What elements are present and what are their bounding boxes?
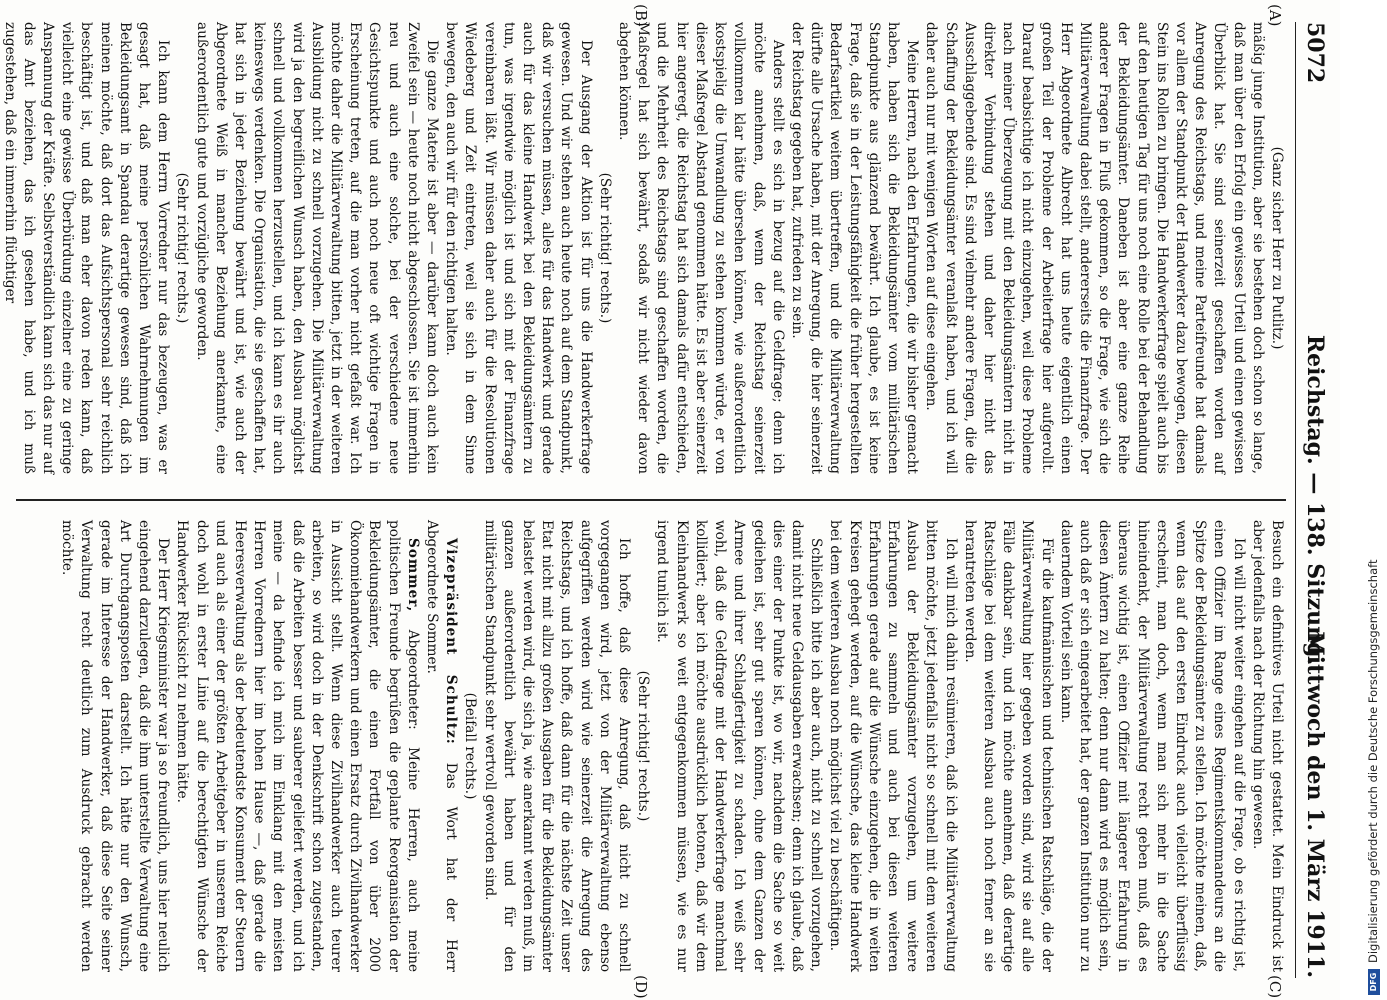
left-text-column: [1, 22, 1286, 474]
paragraph: [960, 520, 1056, 972]
speaker-name: Sommer,: [404, 538, 421, 613]
paragraph: [479, 520, 633, 972]
right-text-column: [16, 520, 1286, 972]
paragraph-text: Ich will nicht weiter eingehen auf die Frage, ob es richtig ist, einen Offizier im Range eines Regimentskommandeurs an die Spitze der Bekleidungsämter zu stellen. Ich möchte meinen, daß, wenn das auf den ersten Eindruck auch vielleicht überflüssig erscheint, man doch, wenn man sich mehr in die Sache hineindenkt, der Militärverwaltung recht geben muß, daß es überaus wichtig ist, einen Offizier mit längerer Erfahrung in diesen Ämtern zu halten; denn nur dann wird es möglich sein, auch daß er sich eingearbeitet hat, der ganzen Institution nur zu dauerndem Vorteil sein kann.: [1057, 520, 1247, 972]
paragraph-text: Ich kann dem Herrn Vorredner nur das bezeugen, was er gesagt hat, daß meine persönlichen Wahrnehmungen im Bekleidungsamt in Spandau derartige gewesen sind, daß ich meinen möchte, daß dort das Aufsichtspersonal sehr reichlich beschäftigt ist, und daß man eher davon reden kann, daß vielleicht eine gewisse Überbürdung einzelner eine zu geringe Anspannung der Kräfte. Selbstverständlich kann sich das nur auf das Amt beziehen, das ich gesehen habe, und ich muß zugestehen, daß ein immerhin flüchtiger: [1, 22, 172, 474]
paragraph: [191, 22, 441, 474]
margin-marker-c: (C): [1266, 975, 1284, 999]
paragraph: [441, 22, 595, 474]
paragraph-text: Das Wort hat der Herr Abgeordnete Sommer.: [424, 520, 460, 972]
paragraph-text: mäßig junge Institution, aber sie bestehen doch schon so lange, daß man über den Erfolg ein gewisses Urteil und einen gewissen Überblick hat. Sie sind seinerzeit geschaffen worden auf Anregung des Reichstags, und meine Parteifreunde hat damals vor allem der Standpunkt der Handwerker dazu bewogen, diesen Stein ins Rollen zu bringen. Die Handwerkerfrage spielt auch bis auf den heutigen Tag für uns noch eine Rolle bei der Behandlung der Bekleidungsämter. Daneben ist aber eine ganze Reihe anderer Fragen in Fluß gekommen, so die Frage, wie sich die Militärverwaltung dabei stellt, andererseits die Finanzfrage. Der Herr Abgeordnete Albrecht hat uns heute eigentlich einen großen Teil der Probleme der Arbeiterfrage hier aufgerollt. Darauf beabsichtige ich nicht einzugehen, weil diese Probleme nach meiner Überzeugung mit den Bekleidungsämtern nicht in direkter Verbindung stehen und daher hier nicht das Ausschlaggebende sind. Es sind vielmehr andere Fragen, die die Schaffung der Bekleidungsämter veranlaßt haben, und ich will daher auch nur mit wenigen Worten auf diese eingehen.: [923, 22, 1266, 474]
paragraph: [614, 22, 787, 474]
paragraph: [652, 520, 825, 972]
column-divider: [16, 499, 1286, 501]
credit-text: Digitalisierung gefördert durch die Deutsche Forschungsgemeinschaft: [1366, 559, 1380, 963]
paragraph-text: Die ganze Materie ist aber — darüber kann doch auch kein Zweifel sein — heute noch nicht abgeschlossen. Sie ist immerhin neu und auch eine solche, bei der verschiedene neue Gesichtspunkte und auch noch neue oft wichtige Fragen in Erscheinung treten, auf die man vorher nicht gefaßt war. Ich möchte daher die Militärverwaltung bitten, jetzt in der weiteren Ausbildung nicht zu schnell vorzugehen. Die Militärverwaltung wird ja den begreiflichen Wunsch haben, den Ausbau möglichst schnell und vollkommen herzustellen, und ich kann es ihr auch keineswegs verdenken. Die Organisation, die sie geschaffen hat, hat sich in jeder Beziehung bewährt und ist, wie auch der Abgeordnete Weiß in mancher Beziehung anerkannte, eine außerordentlich gute und vorzügliche geworden.: [193, 22, 441, 474]
paragraph-text: Schließlich bitte ich aber auch, nicht zu schnell vorzugehen, damit nicht neue Geldausgaben erwachsen; denn ich glaube, daß dies einer der Punkte ist, wo wir, nachdem die Sache so weit gediehen ist, sehr gut sparen können, ohne dem Ganzen der Armee und ihrer Schlagfertigkeit zu schaden. Ich weiß sehr wohl, daß die Geldfrage mit der Handwerkerfrage manchmal kollidiert; aber ich möchte ausdrücklich betonen, daß wir dem Kleinhandwerk so weit entgegenkommen müssen, wie es nur irgend tunlich ist.: [654, 520, 825, 972]
speaker-name: Vizepräsident Schultz:: [443, 538, 460, 745]
paragraph-text: Ich will mich dahin resümieren, daß ich die Militärverwaltung bitten möchte, jetzt jedenfalls nicht so schnell mit dem weiteren Ausbau der Bekleidungsämter vorzugehen, um weitere Erfahrungen zu sammeln und auch bei diesen weiteren Erfahrungen gerade auf die Wünsche einzugehen, die in weiten Kreisen gehegt werden, auf die Wünsche, das kleine Handwerk bei dem weiteren Ausbau noch möglichst viel zu beschäftigen.: [827, 520, 959, 972]
session-title: Reichstag. — 138. Sitzung.: [1302, 334, 1328, 666]
paragraph: [57, 520, 172, 972]
paragraph-text: Besuch ein definitives Urteil nicht gestattet. Mein Eindruck ist aber jedenfalls nach der Richtung hin gewesen.: [1249, 520, 1285, 972]
paragraph: [921, 22, 1267, 474]
paragraph-text: (Beifall rechts.): [462, 692, 479, 800]
paragraph-text: Der Ausgang der Aktion ist für uns die Handwerkerfrage gewesen. Und wir stehen auch heute noch auf dem Standpunkt, daß wir versuchen müssen, alles für das Handwerk und gerade auch für das kleine Handwerk bei den Bekleidungsämtern zu tun, was irgendwie möglich ist und sich mit der Finanzfrage vereinbaren läßt. Wir müssen daher auch für die Resolutionen Wiedeberg und Zeit eintreten, weil sie sich in dem Sinne bewegen, den auch wir für den richtigen halten.: [443, 22, 594, 474]
digitization-credit: [1356, 0, 1383, 1000]
paragraph: [787, 22, 921, 474]
applause-note: [1267, 22, 1286, 474]
margin-marker-a: (A): [1266, 4, 1284, 27]
paragraph: [172, 520, 422, 972]
margin-marker-b: (B): [632, 4, 650, 27]
paragraph-text: Meine Herren, nach den Erfahrungen, die wir bisher gemacht haben, haben sich die Bekleidungsämter vom militärischen Standpunkte aus glänzend bewährt. Ich glaube, es ist keine Frage, daß sie in der Leistungsfähigkeit die früher hergestellten Bedarfsartikel weitem übertreffen, und die Militärverwaltung dürfte alle Ursache haben, mit der Anregung, die hier seinerzeit der Reichstag gegeben hat, zufrieden zu sein.: [788, 22, 921, 474]
paragraph: [422, 520, 460, 972]
paragraph-text: Anders stellt es sich in bezug auf die Geldfrage; denn ich möchte annehmen, daß, wenn der Reichstag seinerzeit vollkommen klar hätte übersehen können, wie außerordentlich kostspielig die Umwandlung zu stehen kommen würde, er von dieser Maßregel Abstand genommen hätte. Es ist aber seinerzeit hier angeregt, die Reichstag hat sich damals dafür entschieden, und die Mehrheit des Reichstags sind geschaffen worden, die Maßregel hat sich bewährt, sodaß wir nicht wieder davon abgehen können.: [616, 22, 786, 474]
applause-note: [595, 22, 614, 474]
paragraph-text: (Ganz sicher Herr zu Putlitz.): [1269, 146, 1285, 350]
paragraph-text: Der Herr Kriegsminister war ja so freundlich, uns hier neulich eingehend darzulegen, daß die ihm unterstellte Verwaltung eine Art Durchgangsposten darstellt. Ich hätte nur den Wunsch, gerade im Interesse der Handwerker, daß diese Seite seiner Verwaltung recht deutlich zum Ausdruck gebracht werden möchte.: [59, 520, 172, 972]
dfg-logo-icon: DFG: [1368, 969, 1380, 995]
page-number: 5072: [1302, 22, 1328, 84]
paragraph-text: (Sehr richtig! rechts.): [174, 172, 191, 324]
paragraph-text: (Sehr richtig! rechts.): [635, 670, 652, 822]
applause-note: [633, 520, 652, 972]
applause-note: [172, 22, 191, 474]
session-date: Mittwoch den 1. März 1911.: [1302, 631, 1328, 978]
applause-note: [460, 520, 479, 972]
paragraph-text: Für die kaufmännischen und technischen Ratschläge, die der Militärverwaltung hier gegeben worden sind, wird sie auf alle Fälle dankbar sein, und ich möchte annehmen, daß derartige Ratschläge bei dem weiteren Ausbau auch noch ferner an sie herantreten werden.: [961, 520, 1055, 972]
paragraph: [1248, 520, 1286, 972]
paragraph-text: (Sehr richtig! rechts.): [596, 172, 613, 324]
paragraph: [0, 22, 172, 474]
paragraph-text: Abgeordneter: Meine Herren, auch meine politischen Freunde begrüßen die geplante Reorganisation der Bekleidungsämter, die einen Fortfall von über 2000 Ökonomiehandwerkern und einen Ersatz durch Zivilhandwerker in Aussicht stellt. Wenn diese Zivilhandwerker auch teurer arbeiten, so wird doch in der Denkschrift schon zugestanden, daß die Arbeiten besser und sauberer geliefert werden, und ich meine — da befinde ich mich im Einklang mit den meisten Herren Vorrednern hier im hohen Hause —, daß gerade die Heeresverwaltung als der bedeutendste Konsument der Steuern und auch als einer der größten Arbeitgeber in unserem Reiche doch wohl in erster Linie auf die berechtigten Wünsche der Handwerker Rücksicht zu nehmen hätte.: [174, 520, 421, 972]
page-header: [1295, 22, 1332, 978]
paragraph: [825, 520, 959, 972]
margin-marker-d: (D): [632, 975, 650, 999]
paragraph: [1056, 520, 1248, 972]
paragraph-text: Ich hoffe, daß diese Anregung, daß nicht zu schnell vorgegangen wird, jetzt von der Militärverwaltung ebenso aufgegriffen werden wird wie seinerzeit die Anregung des Reichstags, und ich hoffe, daß dann für die nächste Zeit unser Etat nicht mit allzu großen Ausgaben für die Bekleidungsämter belastet werden wird, die sich ja, wie anerkannt werden muß, im ganzen außerordentlich bewährt haben und für den militärischen Standpunkt sehr wertvoll geworden sind.: [481, 520, 633, 972]
